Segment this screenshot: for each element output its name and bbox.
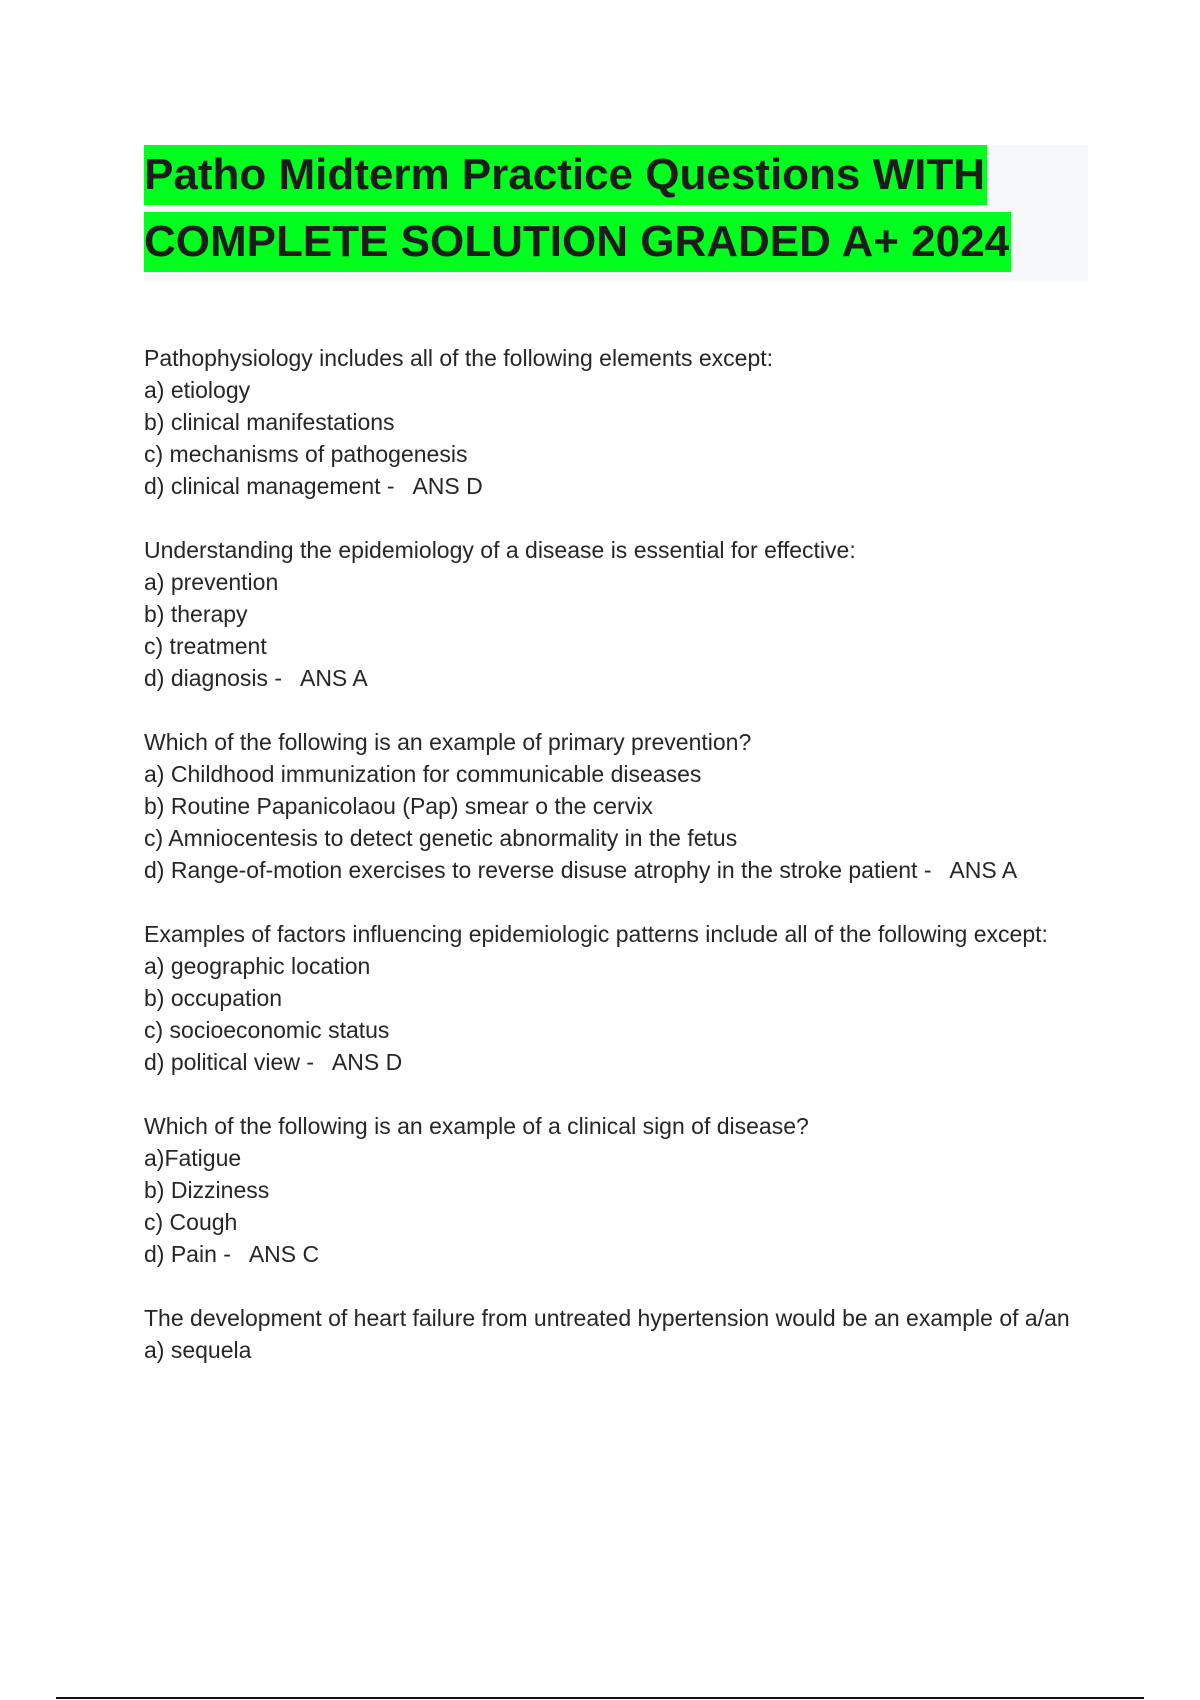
- answer-key: ANS A: [299, 665, 368, 691]
- option-a: a) sequela: [144, 1337, 252, 1363]
- option-d-with-answer: d) clinical management - ANS D: [144, 473, 483, 499]
- option-a: a) prevention: [144, 569, 279, 595]
- question-text: Understanding the epidemiology of a disease is essential for effective:: [144, 537, 856, 563]
- question-2: [144, 534, 1084, 694]
- option-a: a) geographic location: [144, 953, 371, 979]
- option-d: d) clinical management: [144, 473, 381, 499]
- question-text: The development of heart failure from untreated hypertension would be an example of a/an: [144, 1305, 1070, 1331]
- question-text: Which of the following is an example of primary prevention?: [144, 729, 752, 755]
- option-d: d) political view: [144, 1049, 300, 1075]
- question-text: Examples of factors influencing epidemiologic patterns include all of the following except:: [144, 921, 1048, 947]
- question-1: [144, 342, 1084, 502]
- option-a: a)Fatigue: [144, 1145, 242, 1171]
- question-5: [144, 1110, 1084, 1270]
- option-d: d) Range-of-motion exercises to reverse disuse atrophy in the stroke patient: [144, 857, 918, 883]
- option-d-with-answer: d) Pain - ANS C: [144, 1241, 320, 1267]
- questions-list: [144, 342, 1084, 1398]
- option-d: d) diagnosis: [144, 665, 269, 691]
- option-a: a) etiology: [144, 377, 251, 403]
- option-b: b) occupation: [144, 985, 283, 1011]
- option-c: c) treatment: [144, 633, 267, 659]
- question-text: Which of the following is an example of a clinical sign of disease?: [144, 1113, 809, 1139]
- question-text: Pathophysiology includes all of the following elements except:: [144, 345, 774, 371]
- title-block: [144, 145, 1088, 281]
- answer-key: ANS D: [412, 473, 483, 499]
- option-d-with-answer: d) Range-of-motion exercises to reverse disuse atrophy in the stroke patient - ANS A: [144, 857, 1018, 883]
- option-c: c) mechanisms of pathogenesis: [144, 441, 468, 467]
- question-3: [144, 726, 1084, 886]
- option-b: b) clinical manifestations: [144, 409, 395, 435]
- option-b: b) Dizziness: [144, 1177, 270, 1203]
- answer-key: ANS A: [949, 857, 1018, 883]
- option-d-with-answer: d) political view - ANS D: [144, 1049, 403, 1075]
- option-c: c) Amniocentesis to detect genetic abnormality in the fetus: [144, 825, 738, 851]
- option-c: c) Cough: [144, 1209, 238, 1235]
- page-bottom-rule: [56, 1697, 1144, 1699]
- option-b: b) therapy: [144, 601, 248, 627]
- option-a: a) Childhood immunization for communicable diseases: [144, 761, 702, 787]
- document-title-line-2: COMPLETE SOLUTION GRADED A+ 2024: [144, 212, 1011, 272]
- answer-key: ANS C: [248, 1241, 320, 1267]
- document-title-line-1: Patho Midterm Practice Questions WITH: [144, 145, 987, 205]
- question-6: [144, 1302, 1084, 1366]
- answer-key: ANS D: [331, 1049, 403, 1075]
- option-b: b) Routine Papanicolaou (Pap) smear o the cervix: [144, 793, 653, 819]
- option-d-with-answer: d) diagnosis - ANS A: [144, 665, 368, 691]
- option-c: c) socioeconomic status: [144, 1017, 390, 1043]
- question-4: [144, 918, 1084, 1078]
- option-d: d) Pain: [144, 1241, 217, 1267]
